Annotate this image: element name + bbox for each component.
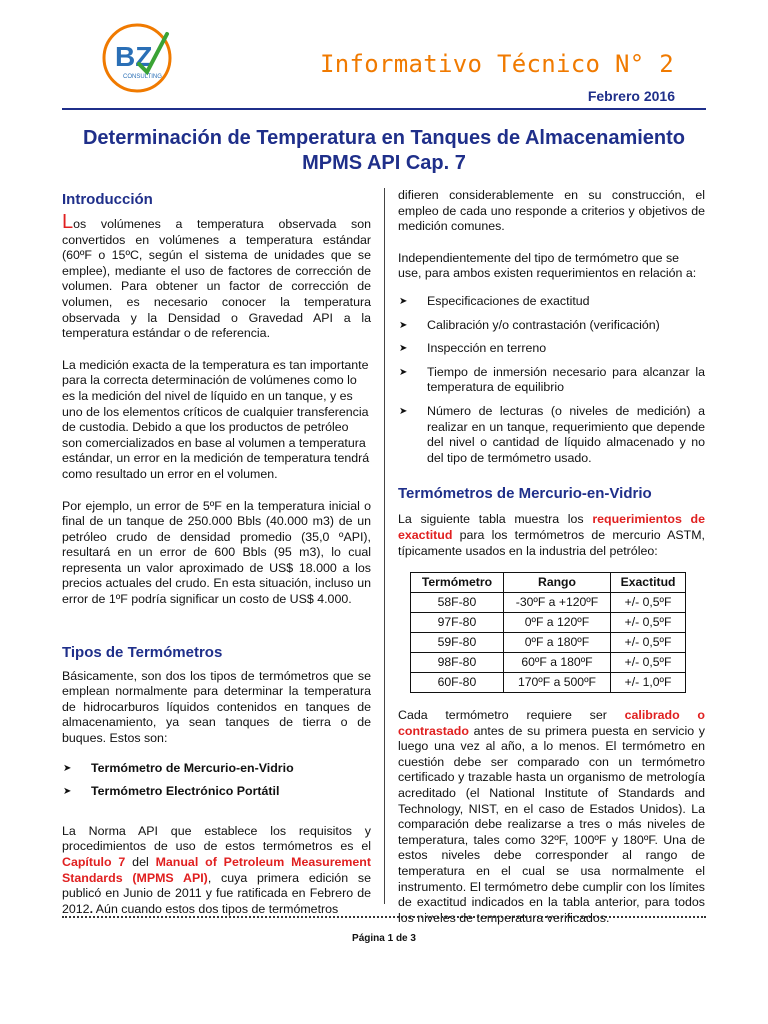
calibration-highlight: calibrado o contrastado [398,708,705,738]
table-header-row [411,573,686,593]
company-logo [101,20,175,94]
intro-heading: Introducción [62,191,153,208]
requirements-list [398,294,705,466]
table-cell: 60F-80 [411,673,504,693]
list-item: ➤ Especificaciones de exactitud [398,294,705,310]
chapter-7-highlight: Capítulo 7 [62,855,126,869]
logo-letters: BZ [115,41,153,72]
table-cell: +/- 1,0ºF [611,673,686,693]
list-item: ➤ Número de lecturas (o niveles de medición) a realizar en un tanque, requerimiento que depende del nivel o cantidad de líquido almacenado y no del tipo de termómetro usado. [398,404,705,466]
mercury-paragraph-1: La siguiente tabla muestra los requerimientos de exactitud para los termómetros de mercurio ASTM, típicamente usados en la industria del petróleo: [398,512,705,558]
drop-cap: L [62,211,74,233]
right-column [398,188,705,926]
bulletin-title: Informativo Técnico N° 2 [320,50,674,78]
table-row [411,653,686,673]
table-row [411,613,686,633]
table-cell: 60ºF a 180ºF [503,653,610,673]
requirements-intro: Independientemente del tipo de termómetro que se use, para ambos existen requerimientos en relación a: [398,250,697,281]
header-divider [62,108,706,110]
types-paragraph-2-continued: difieren considerablemente en su construcción, el empleo de cada uno responde a criterios y objetivos de medición comunes. [398,188,705,234]
table-cell: 0ºF a 180ºF [503,633,610,653]
table-cell: +/- 0,5ºF [611,653,686,673]
mercury-heading: Termómetros de Mercurio-en-Vidrio [398,485,652,503]
table-header: Termómetro [411,573,504,593]
table-row [411,673,686,693]
list-item: ➤ Tiempo de inmersión necesario para alcanzar la temperatura de equilibrio [398,365,705,396]
table-cell: +/- 0,5ºF [611,593,686,613]
types-heading: Tipos de Termómetros [62,643,223,661]
table-cell: -30ºF a +120ºF [503,593,610,613]
accuracy-table [410,572,686,693]
table-header: Rango [503,573,610,593]
intro-paragraph-2: La medición exacta de la temperatura es tan importante para la correcta determinación de volúmenes como lo es la medición del nivel de líquido en un tanque, y es uno de los elementos críticos de cualquier transferencia de custodia. Debido a que los productos de petróleo son comercializados en base al volumen a temperatura estándar, un error en la medición de temperatura tendrá como resultado un error en el volumen. [62,357,370,481]
footer-divider [62,916,706,918]
table-cell: 0ºF a 120ºF [503,613,610,633]
thermometer-types-list [62,761,371,800]
document-title [62,126,706,176]
left-column [62,188,371,917]
intro-paragraph-1: Los volúmenes a temperatura observada son convertidos en volúmenes a temperatura estándar (60ºF o 15ºC, según el sistema de unidades que se emplee), mediante el uso de factores de corrección de volumen. Para obtener un factor de corrección de volumen, es necesario conocer la temperatura observada y la Densidad o Gravedad API a la temperatura estándar o de referencia. [62,211,371,341]
bulletin-date: Febrero 2016 [587,88,675,104]
types-paragraph-1: Básicamente, son dos los tipos de termómetros que se emplean normalmente para determinar la temperatura de hidrocarburos líquidos contenidos en tanques de almacenamiento, ya sean tanques de tierra o de buques. Estos son: [62,668,371,746]
column-divider [384,188,385,904]
document-title-line-2: MPMS API Cap. 7 [302,152,466,174]
table-cell: +/- 0,5ºF [611,613,686,633]
types-paragraph-2: La Norma API que establece los requisitos y procedimientos de uso de estos termómetros es el Capítulo 7 del Manual of Petroleum Measurement Standards (MPMS API), cuya primera edición se publicó en Junio de 2011 y fue ratificada en Febrero de 2012. Aún cuando estos dos tipos de termómetros [62,823,372,916]
table-cell: 97F-80 [411,613,504,633]
list-item: ➤ Termómetro Electrónico Portátil [62,784,371,800]
table-cell: +/- 0,5ºF [611,633,686,653]
table-row [411,593,686,613]
mercury-paragraph-2: Cada termómetro requiere ser calibrado o contrastado antes de su primera puesta en servicio y luego una vez al año, a lo menos. El termómetro en cuestión debe ser comparado con un termómetro certificado y trazable hasta un organismo de metrología acreditado (el National Institute of Standards and Technology, NIST, en el caso de Estados Unidos). La comparación debe realizarse a tres o más niveles de temperatura, tales como 32ºF, 100ºF y 180ºF. Una de estos niveles debe corresponder al rango de temperatura en el cual se usa normalmente el instrumento. El termómetro debe cumplir con los límites de exactitud indicados en la tabla anterior, para todos los niveles de temperatura verificados. [398,708,705,925]
list-item: ➤ Termómetro de Mercurio-en-Vidrio [62,761,371,777]
table-cell: 59F-80 [411,633,504,653]
mpms-manual-highlight: Manual of Petroleum Measurement Standards (MPMS API) [62,855,372,885]
page-number: Página 1 de 3 [352,933,416,944]
list-item: ➤ Inspección en terreno [398,341,705,357]
logo-subtext: CONSULTING [123,74,162,80]
document-title-line-1: Determinación de Temperatura en Tanques de Almacenamiento [82,127,685,149]
table-cell: 58F-80 [411,593,504,613]
table-row [411,633,686,653]
intro-paragraph-3: Por ejemplo, un error de 5ºF en la temperatura inicial o final de un tanque de 250.000 Bbls (40.000 m3) de un petróleo crudo de densidad promedio (35,0 ºAPI), resultará en un error de 600 Bbls (95 m3), lo cual representa un valor aproximado de US$ 18.000 a los precios actuales del crudo. En esta situación, incluso un error de 1ºF podría significar un costo de US$ 4.000. [62,498,371,607]
table-cell: 98F-80 [411,653,504,673]
accuracy-highlight: requerimientos de exactitud [398,512,705,542]
list-item: ➤ Calibración y/o contrastación (verificación) [398,318,705,334]
table-cell: 170ºF a 500ºF [503,673,610,693]
table-header: Exactitud [611,573,686,593]
